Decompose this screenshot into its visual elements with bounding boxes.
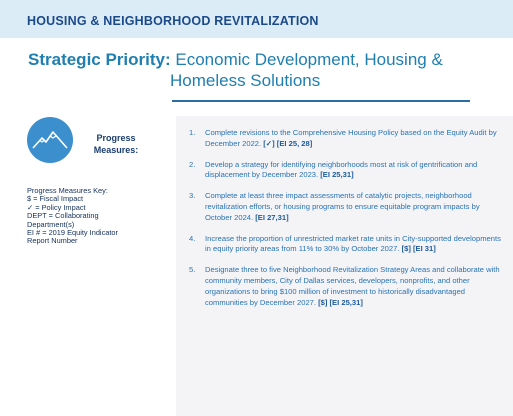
progress-measures-key — [27, 187, 167, 246]
measure-number: 3. — [189, 191, 196, 201]
measure-text: Develop a strategy for identifying neighborhoods most at risk of gentrification and displacement by December 2023. — [205, 159, 478, 180]
strategic-priority-text-line2: Homeless Solutions — [170, 71, 321, 90]
measure-item — [189, 234, 507, 256]
key-line: Progress Measures Key: — [27, 186, 108, 195]
measure-reference: [EI 27,31] — [255, 212, 289, 222]
progress-measures-line2: Measures: — [93, 145, 139, 155]
mountain-peak-icon — [27, 117, 73, 163]
progress-measures-line1: Progress — [96, 133, 136, 143]
measure-item — [189, 265, 507, 308]
key-line: Report Number — [27, 236, 78, 246]
key-line: $ = Fiscal Impact — [27, 194, 84, 204]
measure-item — [189, 191, 507, 223]
key-line: DEPT = Collaborating — [27, 211, 99, 221]
measure-item — [189, 160, 507, 182]
measure-item — [189, 128, 507, 150]
strategic-priority-text-line1: Economic Development, Housing & — [175, 50, 443, 69]
measure-number: 2. — [189, 159, 196, 169]
measure-text: Complete at least three impact assessments of catalytic projects, neighborhood revitalization efforts, or housing programs to ensure equitable program impacts by October 2024. — [205, 191, 480, 222]
key-line: EI # = 2019 Equity Indicator — [27, 228, 119, 238]
section-title: HOUSING & NEIGHBORHOOD REVITALIZATION — [27, 14, 319, 28]
key-line: Department(s) — [27, 219, 75, 229]
measure-reference: [✓] [EI 25, 28] — [263, 138, 313, 148]
measure-number: 1. — [189, 128, 196, 137]
measure-reference: [EI 25,31] — [320, 170, 354, 180]
heading-divider — [172, 100, 470, 102]
measure-text: Designate three to five Neighborhood Revitalization Strategy Areas and collaborate with community members, City of Dallas services, developers, nonprofits, and other organizations to bring $100 million of investment to historically disadvantaged communities by December 2027. — [205, 265, 500, 307]
key-line: ✓ = Policy Impact — [27, 202, 86, 212]
measure-number: 5. — [189, 265, 196, 275]
measure-text: Complete revisions to the Comprehensive Housing Policy based on the Equity Audit by December 2022. — [205, 128, 497, 148]
progress-measures-label — [81, 132, 151, 156]
measure-text: Increase the proportion of unrestricted market rate units in City-supported developments in equity priority areas from 11% to 30% by October 2027. — [205, 233, 501, 254]
strategic-priority-label: Strategic Priority: — [28, 50, 171, 69]
measure-number: 4. — [189, 233, 196, 243]
measures-list — [189, 128, 507, 318]
section-banner — [0, 0, 513, 38]
strategic-priority-heading — [28, 49, 488, 91]
measure-reference: [$] [EI 25,31] — [318, 297, 363, 307]
measure-reference: [$] [EI 31] — [401, 244, 436, 254]
